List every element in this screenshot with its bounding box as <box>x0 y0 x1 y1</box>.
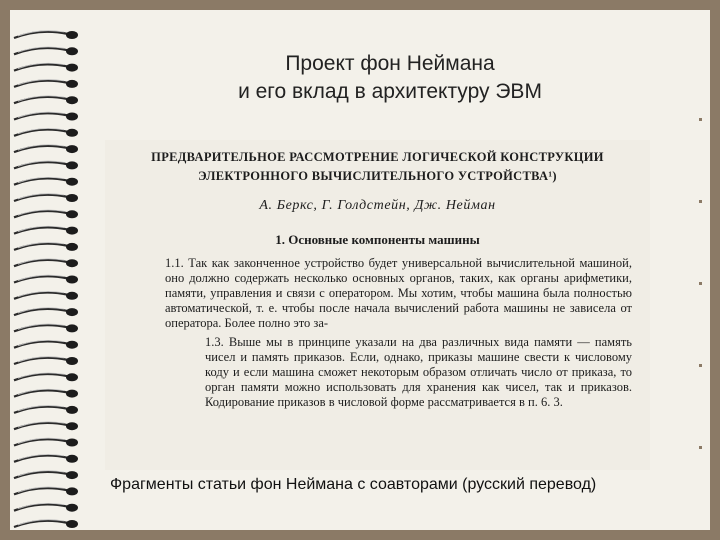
spiral-ring <box>14 503 78 511</box>
spiral-ring <box>14 226 78 234</box>
spiral-ring <box>14 291 78 299</box>
spiral-ring <box>14 177 78 185</box>
spiral-ring <box>14 422 78 430</box>
spiral-ring <box>14 308 78 316</box>
spiral-ring <box>14 80 78 88</box>
spiral-ring <box>14 373 78 381</box>
spiral-ring <box>14 389 78 397</box>
spiral-ring <box>14 112 78 120</box>
spiral-ring <box>14 487 78 495</box>
spiral-ring <box>14 47 78 55</box>
spiral-ring <box>14 128 78 136</box>
spiral-ring <box>14 210 78 218</box>
border-dot <box>699 118 702 121</box>
slide-caption: Фрагменты статьи фон Неймана с соавторами (русский перевод) <box>110 476 597 493</box>
border-dot <box>699 446 702 449</box>
slide-title-line-2: и его вклад в архитектуру ЭВМ <box>238 80 542 103</box>
article-title-line-2: ЭЛЕКТРОННОГО ВЫЧИСЛИТЕЛЬНОГО УСТРОЙСТВА¹) <box>198 169 557 183</box>
spiral-ring <box>14 161 78 169</box>
spiral-ring <box>14 454 78 462</box>
slide <box>10 10 710 530</box>
slide-title-line-1: Проект фон Неймана <box>285 52 495 75</box>
spiral-ring <box>14 259 78 267</box>
spiral-ring <box>14 145 78 153</box>
article-title <box>105 148 650 186</box>
spiral-ring <box>14 63 78 71</box>
paragraph-1-3: 1.3. Выше мы в принципе указали на два различных вида памяти — память чисел и память приказов. Если, однако, приказы машине свести к числовому коду и если машина сможет некоторым образом отличать число от приказа, то орган памяти можно использовать для хранения как чисел, так и приказов. Кодирование приказов в числовой форме рассматривается в п. 6. 3. <box>205 335 632 409</box>
spiral-ring <box>14 31 78 39</box>
border-dot <box>699 282 702 285</box>
spiral-ring <box>14 471 78 479</box>
spiral-ring <box>14 96 78 104</box>
article-title-line-1: ПРЕДВАРИТЕЛЬНОЕ РАССМОТРЕНИЕ ЛОГИЧЕСКОЙ КОНСТРУКЦИИ <box>151 150 604 164</box>
spiral-ring <box>14 243 78 251</box>
spiral-ring <box>14 520 78 528</box>
spiral-ring <box>14 438 78 446</box>
spiral-ring <box>14 406 78 414</box>
spiral-ring <box>14 194 78 202</box>
section-heading: 1. Основные компоненты машины <box>275 232 480 247</box>
spiral-binding <box>10 24 90 536</box>
paragraph-1-1: 1.1. Так как законченное устройство будет универсальной вычислительной машиной, оно должно содержать несколько основных органов, таких, как органы арифметики, памяти, управления и связи с оператором. Мы хотим, чтобы машина была полностью автоматической, т. е. чтобы после начала вычислений работа машины не зависела от оператора. Более полно это за- <box>165 256 632 330</box>
spiral-ring <box>14 340 78 348</box>
spiral-ring <box>14 324 78 332</box>
article-authors: А. Беркс, Г. Голдстейн, Дж. Нейман <box>259 198 496 213</box>
border-dot <box>699 200 702 203</box>
scanned-article <box>105 140 650 470</box>
border-dot <box>699 364 702 367</box>
slide-title <box>160 50 620 106</box>
spiral-ring <box>14 275 78 283</box>
spiral-ring <box>14 357 78 365</box>
